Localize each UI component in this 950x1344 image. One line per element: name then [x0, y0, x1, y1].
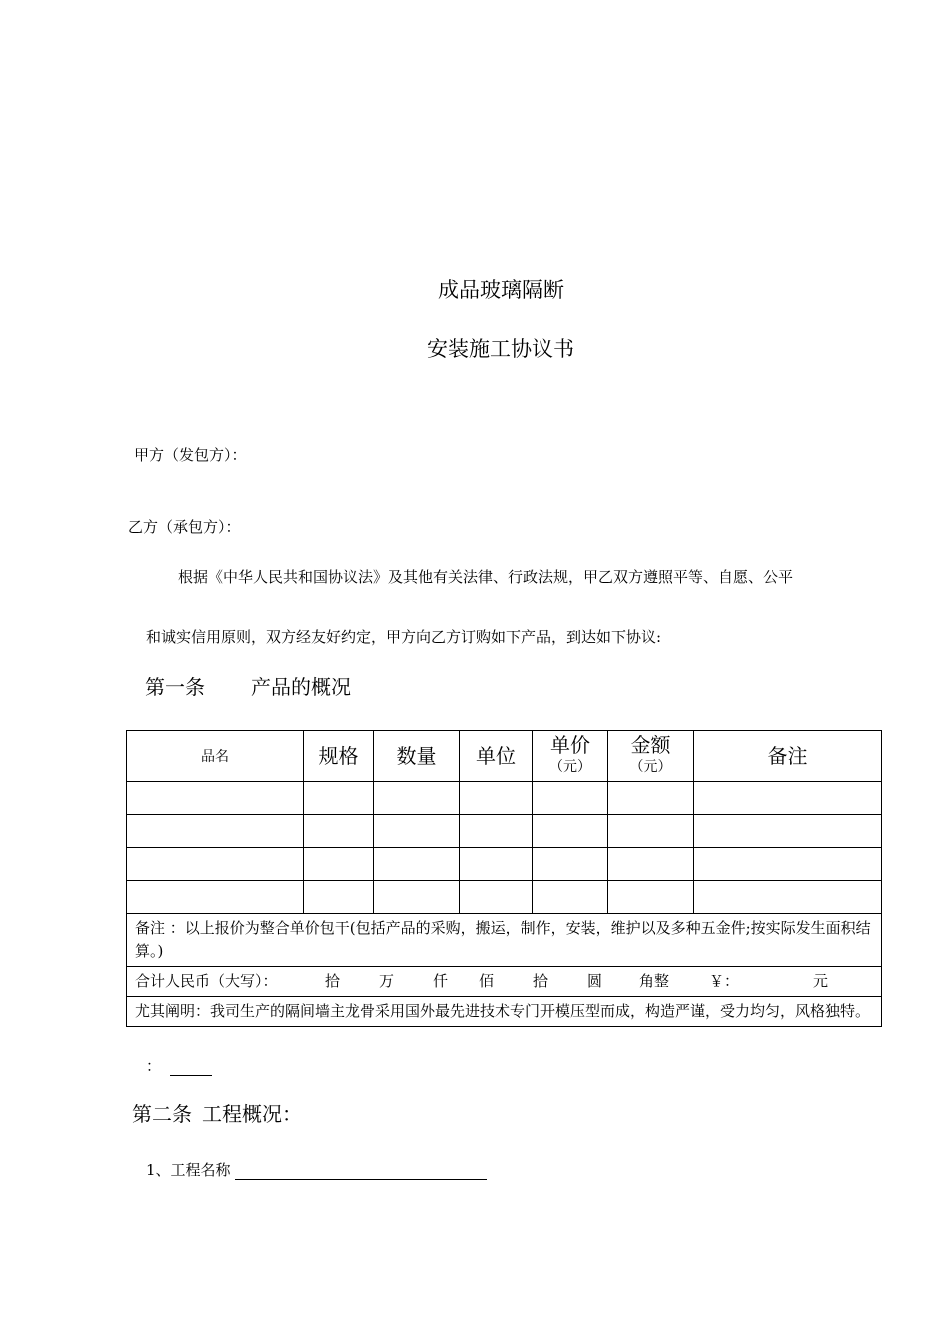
- table-cell[interactable]: [608, 881, 694, 914]
- project-name-line: [146, 1159, 487, 1180]
- total-unit: 佰: [479, 972, 495, 990]
- table-cell[interactable]: [304, 848, 374, 881]
- special-statement: 尤其阐明：我司生产的隔间墙主龙骨采用国外最先进技术专门开模压型而成，构造严谨，受力均匀，风格独特。: [127, 997, 882, 1027]
- section-2-heading: [132, 1098, 302, 1127]
- table-cell[interactable]: [304, 815, 374, 848]
- col-header-unit: 单位: [460, 731, 533, 782]
- total-unit: 拾: [533, 972, 549, 990]
- col-header-price: [533, 731, 608, 782]
- col-header-remark: 备注: [694, 731, 882, 782]
- col-header-price-label: 单价: [550, 733, 590, 757]
- intro-paragraph-line-1: 根据《中华人民共和国协议法》及其他有关法律、行政法规，甲乙双方遵照平等、自愿、公平: [178, 568, 794, 586]
- section-1-heading: [145, 671, 351, 700]
- title-line-1: 成品玻璃隔断: [438, 278, 564, 302]
- table-cell[interactable]: [374, 815, 460, 848]
- total-amount-cell: [127, 967, 882, 997]
- table-cell[interactable]: [608, 815, 694, 848]
- col-header-qty: 数量: [374, 731, 460, 782]
- table-row: [127, 782, 882, 815]
- intro-paragraph-line-2: 和诚实信用原则，双方经友好约定，甲方向乙方订购如下产品，到达如下协议:: [146, 628, 662, 646]
- title-line-2: 安装施工协议书: [427, 337, 574, 361]
- product-table: [126, 730, 882, 1027]
- total-yen-label: ￥：: [709, 972, 740, 990]
- table-cell[interactable]: [127, 848, 304, 881]
- table-cell[interactable]: [694, 881, 882, 914]
- table-cell[interactable]: [127, 815, 304, 848]
- after-table-line: [146, 1055, 212, 1076]
- table-cell[interactable]: [374, 881, 460, 914]
- table-cell[interactable]: [304, 881, 374, 914]
- section-2-label: 第二条: [132, 1102, 192, 1126]
- table-header-row: [127, 731, 882, 782]
- party-a-label: 甲方（发包方）：: [134, 446, 247, 464]
- total-label: 合计人民币（大写）：: [135, 972, 278, 990]
- table-cell[interactable]: [694, 782, 882, 815]
- col-header-amount-unit: （元）: [629, 759, 672, 775]
- table-cell[interactable]: [533, 881, 608, 914]
- total-unit: 仟: [433, 972, 449, 990]
- table-cell[interactable]: [127, 782, 304, 815]
- table-cell[interactable]: [460, 848, 533, 881]
- section-2-title: 工程概况：: [202, 1102, 302, 1126]
- table-cell[interactable]: [608, 782, 694, 815]
- table-cell[interactable]: [694, 848, 882, 881]
- total-unit: 万: [379, 972, 395, 990]
- table-statement-row: [127, 997, 882, 1027]
- table-cell[interactable]: [460, 782, 533, 815]
- underline-blank[interactable]: [170, 1061, 212, 1076]
- project-name-field[interactable]: [235, 1165, 487, 1180]
- table-cell[interactable]: [374, 848, 460, 881]
- total-unit: 拾: [325, 972, 341, 990]
- project-name-label: 1、工程名称: [146, 1161, 231, 1179]
- table-cell[interactable]: [460, 881, 533, 914]
- party-b-label: 乙方（承包方）：: [128, 518, 241, 536]
- table-cell[interactable]: [533, 815, 608, 848]
- total-yuan-label: 元: [813, 972, 829, 990]
- table-total-row: [127, 967, 882, 997]
- table-note-row: [127, 914, 882, 967]
- table-cell[interactable]: [304, 782, 374, 815]
- total-unit: 角整: [639, 972, 670, 990]
- col-header-amount: [608, 731, 694, 782]
- col-header-spec: 规格: [304, 731, 374, 782]
- table-row: [127, 815, 882, 848]
- table-row: [127, 881, 882, 914]
- table-cell[interactable]: [533, 848, 608, 881]
- col-header-price-unit: （元）: [549, 759, 591, 775]
- table-cell[interactable]: [460, 815, 533, 848]
- table-cell[interactable]: [533, 782, 608, 815]
- section-1-label: 第一条: [145, 675, 205, 699]
- section-1-title: 产品的概况: [251, 675, 351, 699]
- col-header-amount-label: 金额: [630, 733, 671, 757]
- total-unit: 圆: [587, 972, 603, 990]
- after-table-colon: ：: [146, 1057, 162, 1075]
- table-cell[interactable]: [127, 881, 304, 914]
- table-cell[interactable]: [374, 782, 460, 815]
- table-cell[interactable]: [608, 848, 694, 881]
- table-row: [127, 848, 882, 881]
- price-note: 备注 ：以上报价为整合单价包干(包括产品的采购，搬运，制作，安装，维护以及多种五金件;按实际发生面积结算。): [127, 914, 882, 967]
- col-header-name: 品名: [127, 731, 304, 782]
- table-cell[interactable]: [694, 815, 882, 848]
